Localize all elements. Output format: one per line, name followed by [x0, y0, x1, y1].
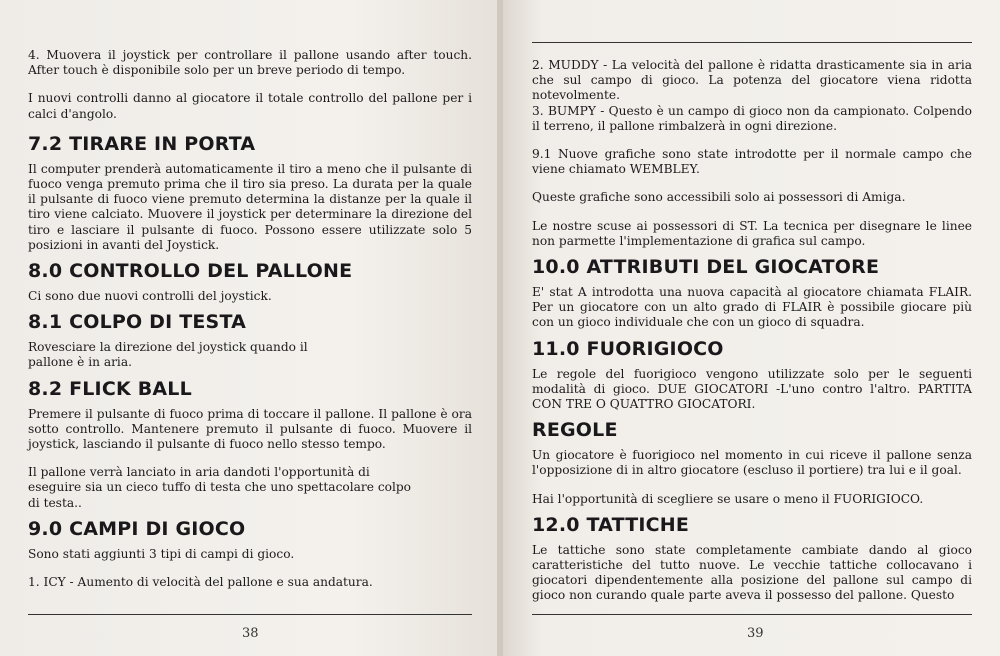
section-heading: 7.2 TIRARE IN PORTA: [28, 132, 256, 155]
paragraph: Le nostre scuse ai possessori di ST. La tecnica per disegnare le linee non parmette l'implementazione di grafica sul campo.: [532, 218, 972, 248]
page-number: 38: [242, 626, 259, 641]
footer-rule: [532, 614, 972, 615]
paragraph: Un giocatore è fuorigioco nel momento in cui riceve il pallone senza l'opposizione di in altro giocatore (escluso il portiere) tra lui e il goal.: [532, 448, 972, 478]
right-page-content: [532, 58, 972, 604]
paragraph: Ci sono due nuovi controlli del joystick.: [28, 289, 272, 304]
section-heading: 9.0 CAMPI DI GIOCO: [28, 517, 246, 540]
paragraph: 9.1 Nuove grafiche sono state introdotte per il normale campo che viene chiamato WEMBLEY.: [532, 147, 972, 177]
paragraph: Rovesciare la direzione del joystick quando il pallone è in aria.: [28, 340, 308, 370]
left-page: [0, 0, 497, 656]
paragraph: Premere il pulsante di fuoco prima di toccare il pallone. Il pallone è ora sotto controllo. Mantenere premuto il pulsante di fuoco. Muovere il joystick, lasciando il pulsante di fuoco nello stesso tempo.: [28, 406, 472, 452]
paragraph: Il computer prenderà automaticamente il tiro a meno che il pulsante di fuoco venga premuto prima che il tiro sia preso. La durata per la quale il pulsante di fuoco viene premuto determina la distanze per la quale il tiro viene calciato. Muovere il joystick per determinare la direzione del tiro e lasciare il pulsante di fuoco. Possono essere utilizzate solo 5 posizioni in avanti del Joystick.: [28, 161, 472, 252]
page-number: 39: [747, 626, 764, 641]
header-rule: [532, 42, 972, 43]
section-heading: 8.0 CONTROLLO DEL PALLONE: [28, 260, 353, 283]
right-page: [503, 0, 1000, 656]
paragraph: Le regole del fuorigioco vengono utilizzate solo per le seguenti modalità di gioco. DUE GIOCATORI -L'uno contro l'altro. PARTITA CON TRE O QUATTRO GIOCATORI.: [532, 366, 972, 412]
section-heading: 8.1 COLPO DI TESTA: [28, 311, 247, 334]
paragraph: Queste grafiche sono accessibili solo ai possessori di Amiga.: [532, 190, 906, 205]
paragraph: Hai l'opportunità di scegliere se usare o meno il FUORIGIOCO.: [532, 491, 924, 506]
paragraph: 2. MUDDY - La velocità del pallone è ridatta drasticamente sia in aria che sul campo di gioco. La potenza del giocatore viena ridotta notevolmente.: [532, 58, 972, 103]
paragraph: Il pallone verrà lanciato in aria dandoti l'opportunità di eseguire sia un cieco tuffo di testa che uno spettacolare colpo di testa..: [28, 465, 412, 510]
section-heading: 8.2 FLICK BALL: [28, 377, 192, 400]
paragraph: I nuovi controlli danno al giocatore il totale controllo del pallone per i calci d'angolo.: [28, 91, 472, 121]
left-page-content: [28, 48, 472, 590]
paragraph: 3. BUMPY - Questo è un campo di gioco non da campionato. Colpendo il terreno, il pallone rimbalzerà in ogni direzione.: [532, 103, 972, 133]
section-heading: 12.0 TATTICHE: [532, 513, 690, 536]
paragraph: Le tattiche sono state completamente cambiate dando al gioco caratteristiche del tutto nuove. Le vecchie tattiche collocavano i giocatori dipendentemente alla posizione del pallone sul campo di gioco non curando quale parte aveva il possesso del pallone. Questo: [532, 542, 972, 603]
paragraph: 1. ICY - Aumento di velocità del pallone e sua andatura.: [28, 575, 373, 590]
section-heading: 11.0 FUORIGIOCO: [532, 337, 724, 360]
section-heading: 10.0 ATTRIBUTI DEL GIOCATORE: [532, 256, 880, 279]
paragraph: Sono stati aggiunti 3 tipi di campi di gioco.: [28, 546, 295, 561]
section-heading: REGOLE: [532, 419, 618, 442]
footer-rule: [28, 614, 472, 615]
paragraph: E' stat A introdotta una nuova capacità al giocatore chiamata FLAIR. Per un giocatore con un alto grado di FLAIR è possibile giocare più con un gioco individuale che con un gioco di squadra.: [532, 285, 972, 330]
paragraph: 4. Muovera il joystick per controllare il pallone usando after touch. After touch è disponibile solo per un breve periodo di tempo.: [28, 48, 472, 78]
